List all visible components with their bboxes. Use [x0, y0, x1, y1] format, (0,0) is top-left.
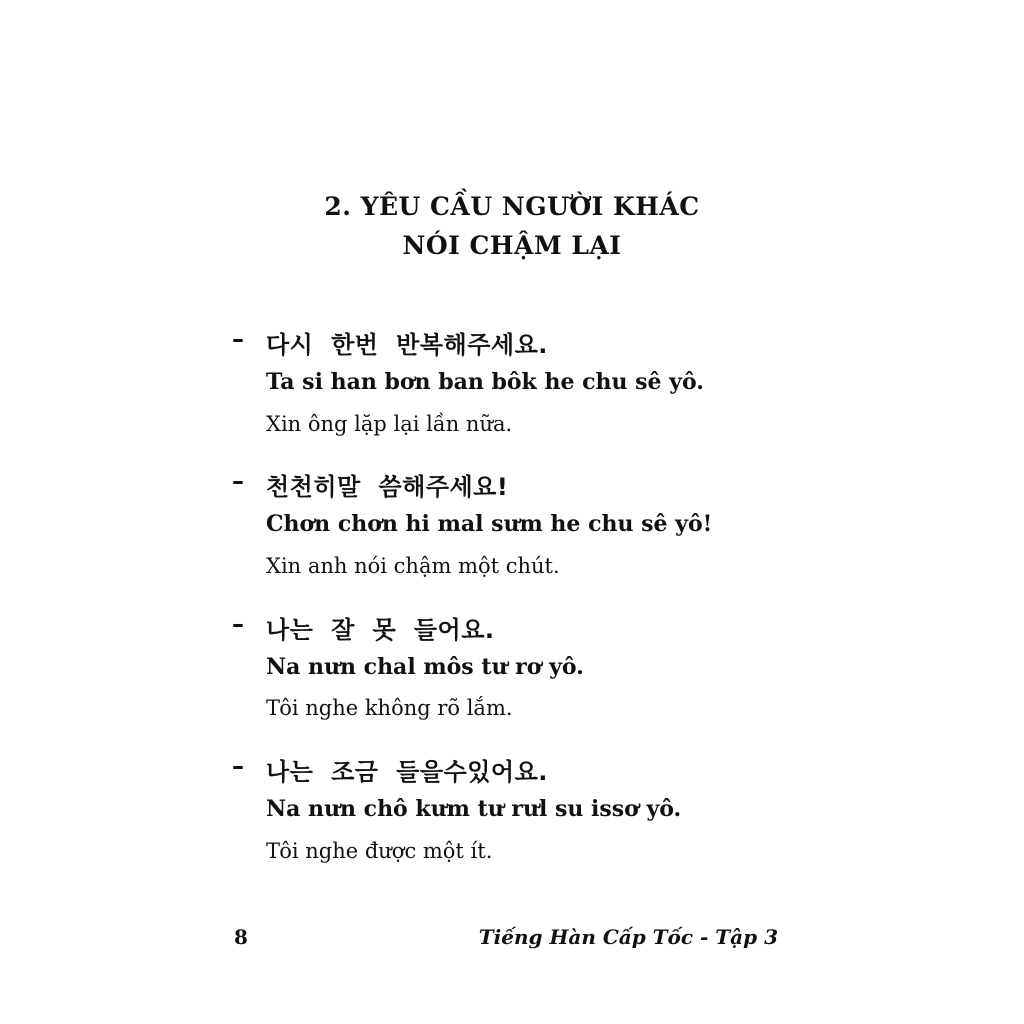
vietnamese-meaning: Tôi nghe không rõ lắm.	[266, 696, 513, 720]
vietnamese-meaning: Xin anh nói chậm một chút.	[266, 554, 560, 578]
korean-phrase: 나는 잘 못 들어요.	[266, 616, 495, 644]
entry-dash: –	[232, 752, 244, 780]
vietnamese-meaning: Tôi nghe được một ít.	[266, 839, 493, 863]
romanization: Chơn chơn hi mal sưm he chu sê yô!	[266, 511, 713, 537]
entry-dash: –	[232, 610, 244, 638]
korean-phrase: 천천히말 씀해주세요!	[266, 473, 509, 501]
page-number: 8	[234, 925, 248, 949]
romanization: Na nưn chô kưm tư rưl su issơ yô.	[266, 796, 682, 822]
romanization: Ta si han bơn ban bôk he chu sê yô.	[266, 369, 704, 395]
romanization: Na nưn chal môs tư rơ yô.	[266, 654, 584, 680]
entry-dash: –	[232, 467, 244, 495]
entry-dash: –	[232, 325, 244, 353]
section-title-line-2: NÓI CHẬM LẠI	[402, 231, 622, 260]
running-footer-title: Tiếng Hàn Cấp Tốc - Tập 3	[478, 925, 778, 949]
korean-phrase: 나는 조금 들을수있어요.	[266, 758, 548, 786]
section-title-line-1: 2. YÊU CẦU NGƯỜI KHÁC	[324, 192, 700, 221]
korean-phrase: 다시 한번 반복해주세요.	[266, 331, 548, 359]
vietnamese-meaning: Xin ông lặp lại lần nữa.	[266, 412, 513, 436]
